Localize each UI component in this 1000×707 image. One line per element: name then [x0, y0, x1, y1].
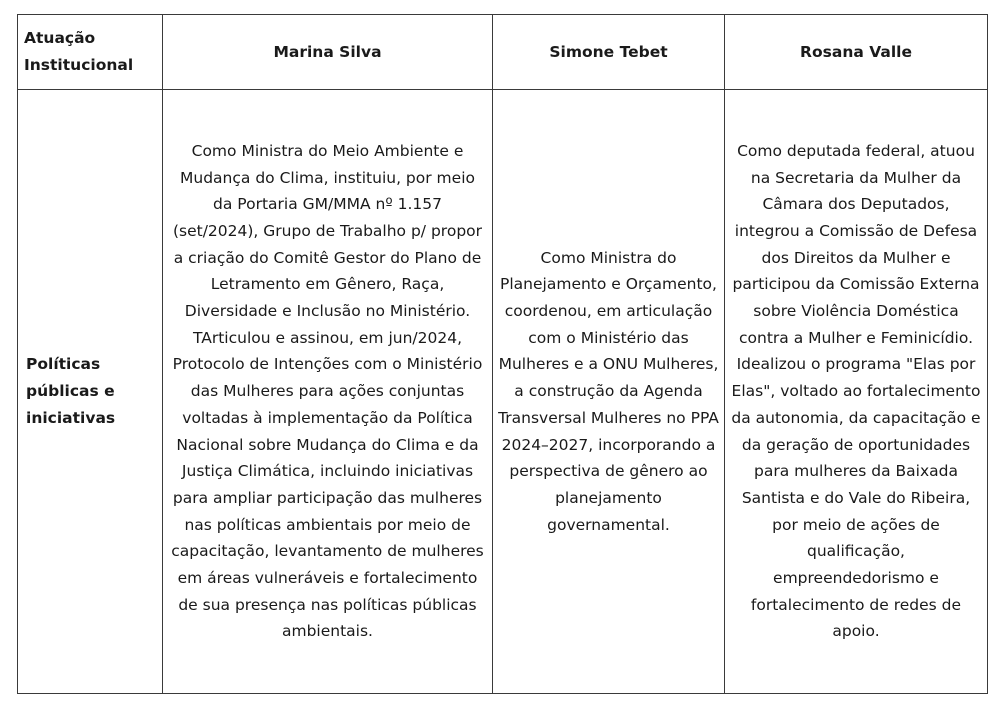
cell-marina-silva: Como Ministra do Meio Ambiente e Mudança do Clima, instituiu, por meio da Portaria GM/MMA nº 1.157 (set/2024), Grupo de Trabalho p/ propor a criação do Comitê Gestor do Plano de Letramento em Gênero, Raça, Diversidade e Inclusão no Ministério. TArticulou e assinou, em jun/2024, Protocolo de Intenções com o Ministério das Mulheres para ações conjuntas voltadas à implementação da Política Nacional sobre Mudança do Clima e da Justiça Climática, incluindo iniciativas para ampliar participação das mulheres nas políticas ambientais por meio de capacitação, levantamento de mulheres em áreas vulneráveis e fortalecimento de sua presença nas políticas públicas ambientais. — [163, 90, 493, 694]
row-label-politicas: Políticas públicas e iniciativas — [18, 90, 163, 694]
header-cell-rosana-valle: Rosana Valle — [725, 15, 988, 90]
header-cell-atuacao: Atuação Institucional — [18, 15, 163, 90]
table-row — [18, 90, 988, 694]
header-cell-marina-silva: Marina Silva — [163, 15, 493, 90]
header-row — [18, 15, 988, 90]
cell-simone-tebet: Como Ministra do Planejamento e Orçamento, coordenou, em articulação com o Ministério das Mulheres e a ONU Mulheres, a construção da Agenda Transversal Mulheres no PPA 2024–2027, incorporando a perspectiva de gênero ao planejamento governamental. — [493, 90, 725, 694]
comparison-table — [17, 14, 988, 694]
cell-rosana-valle: Como deputada federal, atuou na Secretaria da Mulher da Câmara dos Deputados, integrou a Comissão de Defesa dos Direitos da Mulher e participou da Comissão Externa sobre Violência Doméstica contra a Mulher e Feminicídio. Idealizou o programa "Elas por Elas", voltado ao fortalecimento da autonomia, da capacitação e da geração de oportunidades para mulheres da Baixada Santista e do Vale do Ribeira, por meio de ações de qualificação, empreendedorismo e fortalecimento de redes de apoio. — [725, 90, 988, 694]
header-cell-simone-tebet: Simone Tebet — [493, 15, 725, 90]
